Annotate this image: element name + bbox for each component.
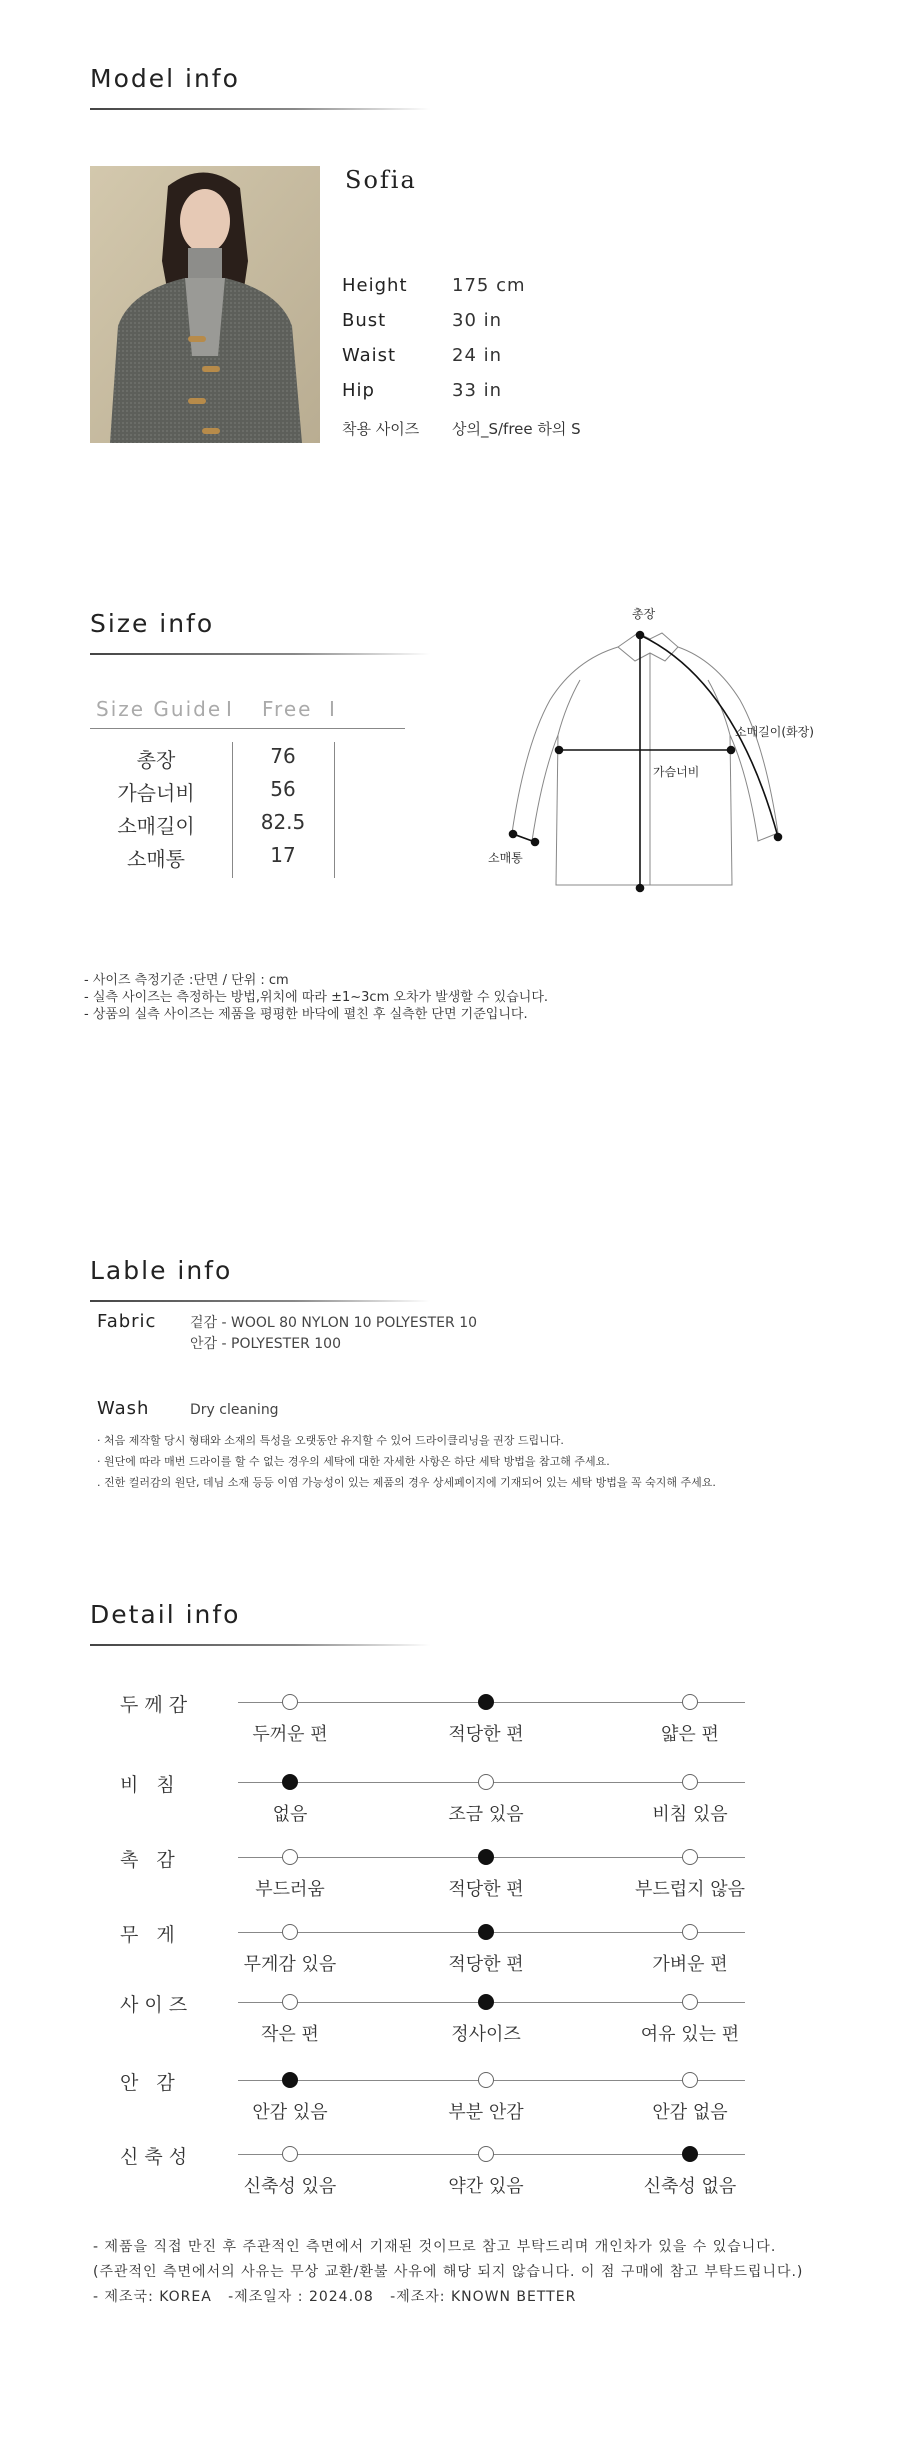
detail-option-label: 신축성 있음 (243, 2176, 337, 2197)
detail-option-label: 작은 편 (261, 2024, 319, 2045)
size-row-value: 76 (270, 744, 296, 768)
size-note-3: - 상품의 실측 사이즈는 제품을 평평한 바닥에 펼친 후 실측한 단면 기준입니다. (84, 1007, 528, 1022)
detail-option-label: 신축성 없음 (643, 2176, 737, 2197)
model-waist-value: 24 in (452, 345, 503, 366)
model-height-value: 175 cm (452, 275, 526, 296)
detail-option-label: 조금 있음 (448, 1804, 524, 1825)
detail-row-label: 두께감 (120, 1694, 194, 1716)
detail-option-label: 안감 없음 (652, 2102, 728, 2123)
detail-option-label: 무게감 있음 (243, 1954, 337, 1975)
detail-scale-dot (282, 1994, 298, 2010)
model-info-divider (90, 108, 430, 110)
size-info-title: Size info (90, 609, 215, 638)
detail-option-label: 여유 있는 편 (640, 2024, 740, 2045)
size-table-header-rule (90, 728, 405, 729)
detail-option-label: 안감 있음 (252, 2102, 328, 2123)
model-bust-label: Bust (342, 310, 387, 331)
detail-row-label: 무 게 (120, 1924, 181, 1946)
footer-line-1: - 제품을 직접 만진 후 주관적인 측면에서 기재된 것이므로 참고 부탁드리며 개인차가 있을 수 있습니다. (93, 2239, 777, 2255)
fabric-line-lining: 안감 - POLYESTER 100 (190, 1336, 341, 1352)
detail-option-label: 없음 (272, 1804, 308, 1825)
detail-option-label: 적당한 편 (448, 1724, 524, 1745)
model-bust-value: 30 in (452, 310, 503, 331)
size-row-value: 56 (270, 777, 296, 801)
detail-row-label: 비 침 (120, 1774, 181, 1796)
wash-value: Dry cleaning (190, 1402, 279, 1418)
diagram-total-length-label: 총장 (632, 607, 656, 621)
wash-note-2: · 원단에 따라 매번 드라이를 할 수 없는 경우의 세탁에 대한 자세한 사항은 하단 세탁 방법을 참고해 주세요. (97, 1455, 610, 1468)
diagram-chest-width-label: 가슴너비 (653, 765, 700, 779)
detail-scale-dot (682, 2072, 698, 2088)
detail-option-label: 두꺼운 편 (252, 1724, 328, 1745)
diagram-sleeve-width-label: 소매통 (488, 851, 523, 865)
detail-scale-dot-selected (282, 2072, 298, 2088)
size-note-1: - 사이즈 측정기준 :단면 / 단위 : cm (84, 973, 289, 988)
size-row-name: 총장 (136, 748, 176, 772)
detail-option-label: 얇은 편 (661, 1724, 719, 1745)
size-row-name: 소매통 (127, 847, 185, 871)
footer-line-3: - 제조국: KOREA -제조일자 : 2024.08 -제조자: KNOWN BETTER (93, 2289, 577, 2305)
detail-scale-dot (682, 1774, 698, 1790)
model-photo (90, 166, 320, 443)
model-hip-value: 33 in (452, 380, 503, 401)
detail-scale-dot (282, 2146, 298, 2162)
size-row-name: 가슴너비 (117, 781, 195, 805)
footer-line-2: (주관적인 측면에서의 사유는 무상 교환/환불 사유에 해당 되지 않습니다. 이 점 구매에 참고 부탁드립니다.) (93, 2264, 804, 2280)
size-row-value: 82.5 (260, 810, 306, 834)
size-info-divider (90, 653, 430, 655)
label-info-title: Lable info (90, 1256, 233, 1285)
model-height-label: Height (342, 275, 408, 296)
detail-scale-dot (682, 1694, 698, 1710)
detail-scale-dot-selected (682, 2146, 698, 2162)
detail-scale-dot (682, 1994, 698, 2010)
size-header-sep-1: I (226, 697, 234, 721)
detail-scale-dot (282, 1694, 298, 1710)
detail-option-label: 적당한 편 (448, 1954, 524, 1975)
detail-scale-dot (478, 2072, 494, 2088)
fabric-line-outer: 겉감 - WOOL 80 NYLON 10 POLYESTER 10 (190, 1315, 478, 1331)
detail-info-title: Detail info (90, 1600, 241, 1629)
detail-scale-dot-selected (282, 1774, 298, 1790)
detail-scale-dot-selected (478, 1694, 494, 1710)
size-row-value: 17 (270, 843, 296, 867)
detail-option-label: 가벼운 편 (652, 1954, 728, 1975)
model-fit-value: 상의_S/free 하의 S (452, 420, 581, 438)
model-fit-label: 착용 사이즈 (342, 420, 420, 438)
detail-option-label: 비침 있음 (652, 1804, 728, 1825)
label-info-divider (90, 1300, 430, 1302)
size-free-header: Free (262, 697, 313, 721)
detail-scale-dot (282, 1849, 298, 1865)
coat-size-diagram (480, 605, 820, 915)
model-info-title: Model info (90, 64, 240, 93)
detail-option-label: 부드럽지 않음 (634, 1879, 746, 1900)
detail-scale-dot (282, 1924, 298, 1940)
detail-info-divider (90, 1644, 430, 1646)
size-header-sep-2: I (329, 697, 337, 721)
detail-scale-dot (478, 1774, 494, 1790)
detail-row-label: 안 감 (120, 2072, 181, 2094)
detail-option-label: 부드러움 (255, 1879, 325, 1900)
detail-row-label: 촉 감 (120, 1849, 181, 1871)
size-table-col-line-2 (334, 742, 335, 878)
detail-scale-dot-selected (478, 1924, 494, 1940)
fabric-key: Fabric (97, 1311, 157, 1332)
detail-option-label: 정사이즈 (451, 2024, 521, 2045)
detail-scale-dot (682, 1924, 698, 1940)
diagram-sleeve-length-label: 소매길이(화장) (735, 725, 814, 739)
size-note-2: - 실측 사이즈는 측정하는 방법,위치에 따라 ±1~3cm 오차가 발생할 수 있습니다. (84, 990, 549, 1005)
detail-option-label: 부분 안감 (448, 2102, 524, 2123)
detail-scale-dot-selected (478, 1849, 494, 1865)
model-waist-label: Waist (342, 345, 397, 366)
detail-scale-dot (682, 1849, 698, 1865)
size-guide-header: Size Guide (96, 697, 223, 721)
detail-option-label: 약간 있음 (448, 2176, 524, 2197)
detail-option-label: 적당한 편 (448, 1879, 524, 1900)
wash-key: Wash (97, 1398, 150, 1419)
size-table-col-line-1 (232, 742, 233, 878)
detail-row-label: 신축성 (120, 2146, 194, 2168)
wash-note-3: . 진한 컬러감의 원단, 데님 소재 등등 이염 가능성이 있는 제품의 경우 상세페이지에 기재되어 있는 세탁 방법을 꼭 숙지해 주세요. (97, 1476, 716, 1489)
wash-note-1: · 처음 제작할 당시 형태와 소재의 특성을 오랫동안 유지할 수 있어 드라이클리닝을 권장 드립니다. (97, 1434, 564, 1447)
model-hip-label: Hip (342, 380, 375, 401)
detail-scale-dot (478, 2146, 494, 2162)
detail-scale-dot-selected (478, 1994, 494, 2010)
detail-row-label: 사이즈 (120, 1994, 194, 2016)
model-name: Sofia (345, 166, 417, 194)
size-row-name: 소매길이 (117, 814, 195, 838)
